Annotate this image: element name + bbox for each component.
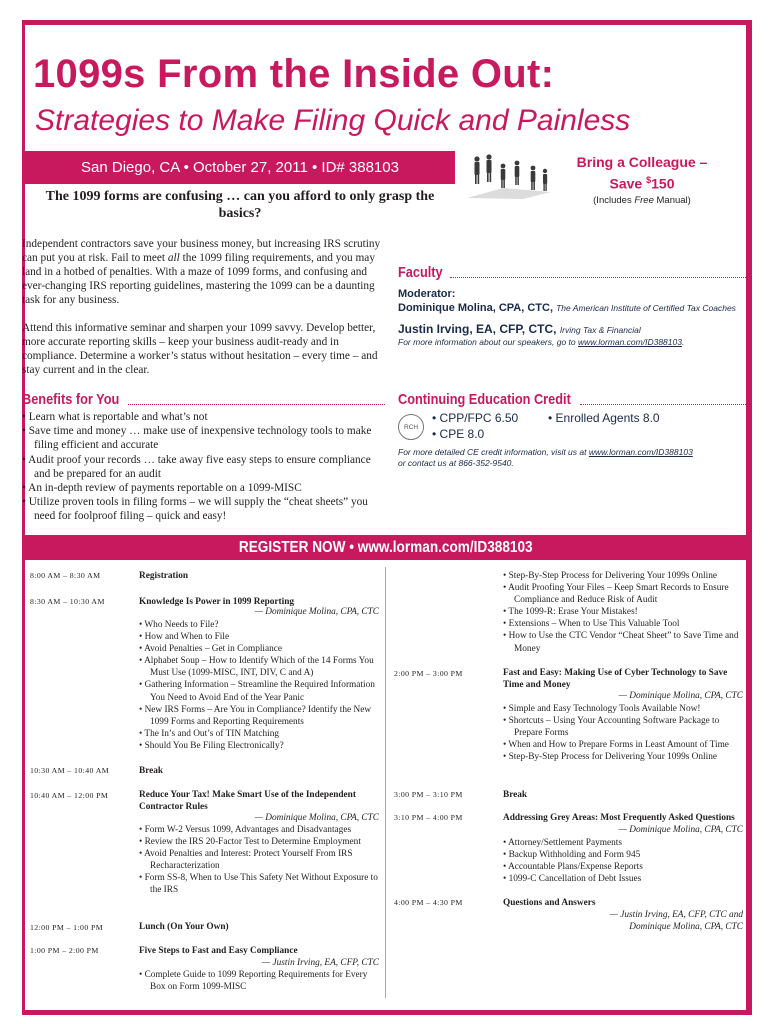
schedule-presenter: — Justin Irving, EA, CFP, CTC and	[609, 910, 743, 920]
schedule-time: 3:00 PM – 3:10 PM	[394, 790, 463, 799]
schedule-time: 8:00 AM – 8:30 AM	[30, 571, 101, 580]
list-item: • Audit Proofing Your Files – Keep Smart Records to Ensure Compliance and Reduce Risk of Audit	[503, 583, 729, 606]
ce-link[interactable]: www.lorman.com/ID388103	[588, 447, 693, 457]
schedule-session-title: Questions and Answers	[503, 898, 596, 908]
event-banner	[25, 151, 455, 184]
schedule-time: 12:00 PM – 1:00 PM	[30, 923, 104, 932]
schedule-time: 10:30 AM – 10:40 AM	[30, 766, 110, 775]
list-item: • How and When to File	[139, 632, 230, 643]
ce-rule	[580, 404, 746, 405]
schedule-time: 3:10 PM – 4:00 PM	[394, 813, 463, 822]
list-item: • Step-By-Step Process for Delivering Your 1099s Online	[503, 752, 717, 763]
list-item: • Extensions – When to Use This Valuable Tool	[503, 619, 680, 630]
faculty-heading: Faculty	[398, 264, 443, 281]
list-item: • Backup Withholding and Form 945	[503, 850, 641, 861]
schedule-presenter: — Dominique Molina, CPA, CTC	[618, 691, 743, 701]
benefits-heading: Benefits for You	[22, 391, 120, 408]
schedule-presenter: — Dominique Molina, CPA, CTC	[254, 813, 379, 823]
schedule-session-title: Break	[503, 790, 528, 800]
schedule-topic-list	[139, 969, 384, 993]
save-label: Save	[609, 175, 647, 192]
schedule-time: 8:30 AM – 10:30 AM	[30, 597, 105, 606]
intro-tagline: The 1099 forms are confusing … can you afford to only grasp the basics?	[45, 189, 435, 221]
faculty-block	[398, 288, 748, 348]
ce-credit-ea: • Enrolled Agents 8.0	[548, 411, 660, 425]
moderator-label: Moderator:	[398, 288, 456, 300]
intro-paragraph-1: Independent contractors save your business money, but increasing IRS scrutiny can put you at risk. Fail to meet all the 1099 filing requirements, and you may land in a hotbed of penalties. With a maze of 1099 forms, and confusing and ever-changing IRS reporting guidelines, mastering the 1099 can be a daunting task for any business.	[22, 238, 381, 307]
schedule-topic-list	[139, 824, 384, 897]
schedule-topic-list	[503, 837, 743, 885]
event-line: San Diego, CA • October 27, 2011 • ID# 388103	[81, 159, 399, 176]
speaker-org: Irving Tax & Financial	[559, 325, 641, 335]
speaker-link[interactable]: www.lorman.com/ID388103	[578, 337, 682, 347]
list-item: • Step-By-Step Process for Delivering Your 1099s Online	[503, 571, 717, 581]
faculty-rule	[450, 277, 746, 278]
schedule-presenter: — Justin Irving, EA, CFP, CTC	[261, 958, 379, 968]
schedule-time: 4:00 PM – 4:30 PM	[394, 898, 463, 907]
list-item: • How to Use the CTC Vendor “Cheat Sheet” to Save Time and Money	[503, 631, 739, 654]
colleague-line2	[562, 171, 722, 193]
list-item: • Avoid Penalties – Get in Compliance	[139, 644, 283, 655]
schedule-session-title: Reduce Your Tax! Make Smart Use of the Independent Contractor Rules	[139, 790, 356, 812]
page-title: 1099s From the Inside Out:	[33, 52, 555, 96]
page-subtitle: Strategies to Make Filing Quick and Painless	[35, 104, 631, 137]
colleagues-image	[463, 152, 555, 200]
list-item: • Accountable Plans/Expense Reports	[503, 862, 643, 873]
list-item: • Save time and money … make use of inexpensive technology tools to make filing efficient and accurate	[22, 425, 372, 452]
colleague-note: (Includes Free Manual)	[593, 195, 691, 206]
schedule-session-title: Five Steps to Fast and Easy Compliance	[139, 946, 298, 956]
schedule-time: 2:00 PM – 3:00 PM	[394, 669, 463, 678]
schedule-presenter: — Dominique Molina, CPA, CTC	[254, 607, 379, 617]
schedule-topic-list	[503, 703, 743, 763]
schedule-session-title: Knowledge Is Power in 1099 Reporting	[139, 597, 295, 607]
schedule-topic-list	[139, 619, 384, 752]
schedule-session-title: Lunch (On Your Own)	[139, 922, 229, 932]
moderator-org: The American Institute of Certified Tax Coaches	[556, 303, 736, 313]
list-item: • Audit proof your records … take away five easy steps to ensure compliance and be prepared for an audit	[22, 453, 371, 480]
benefits-list	[22, 410, 382, 524]
intro-paragraph-2: Attend this informative seminar and sharpen your 1099 savvy. Develop better, more accurate reporting skills – keep your business audit-ready and in compliance. Determine a worker’s status without hesitation – every time – and stay current and in the clear.	[22, 322, 378, 377]
list-item: • Utilize proven tools in filing forms – we will supply the “cheat sheets” you need for foolproof filing – quick and easy!	[22, 496, 368, 523]
schedule-session-title: Addressing Grey Areas: Most Frequently Asked Questions	[503, 813, 735, 823]
schedule-time: 1:00 PM – 2:00 PM	[30, 946, 99, 955]
schedule-presenter: — Dominique Molina, CPA, CTC	[618, 825, 743, 835]
register-banner[interactable]	[25, 535, 746, 560]
ce-heading: Continuing Education Credit	[398, 391, 571, 408]
ce-credit-cpp: • CPP/FPC 6.50	[432, 411, 519, 425]
list-item: • Should You Be Filing Electronically?	[139, 740, 284, 751]
list-item: • When and How to Prepare Forms in Least Amount of Time	[503, 740, 729, 751]
list-item: • Learn what is reportable and what’s not	[22, 411, 208, 423]
list-item: • Simple and Easy Technology Tools Available Now!	[503, 704, 701, 714]
ce-more-info: For more detailed CE credit information, visit us at www.lorman.com/ID388103 or contact us at 866-352-9540.	[398, 447, 693, 468]
speaker-more-info: For more information about our speakers, go to www.lorman.com/ID388103.	[398, 337, 685, 347]
list-item: • Form W-2 Versus 1099, Advantages and Disadvantages	[139, 825, 352, 835]
speaker-name: Justin Irving, EA, CFP, CTC, Irving Tax & Financial	[398, 322, 641, 336]
register-text[interactable]: REGISTER NOW • www.lorman.com/ID388103	[238, 538, 533, 556]
schedule-topic-list	[503, 570, 743, 655]
list-item: • Avoid Penalties and Interest: Protect Yourself From IRS Recharacterization	[139, 849, 353, 872]
currency-symbol: $	[646, 175, 652, 185]
ce-credit-cpe: • CPE 8.0	[432, 427, 485, 441]
list-item: • Attorney/Settlement Payments	[503, 838, 622, 848]
list-item: • Gathering Information – Streamline the Required Information You Need to Avoid End of the Year Panic	[139, 680, 375, 703]
schedule-presenter: Dominique Molina, CPA, CTC	[629, 922, 743, 932]
list-item: • Review the IRS 20-Factor Test to Determine Employment	[139, 837, 361, 848]
rch-icon: RCH	[398, 414, 424, 440]
schedule-divider	[385, 567, 386, 998]
list-item: • 1099-C Cancellation of Debt Issues	[503, 874, 642, 885]
schedule-time: 10:40 AM – 12:00 PM	[30, 791, 109, 800]
save-amount: 150	[651, 175, 675, 192]
moderator-name: Dominique Molina, CPA, CTC, The American Institute of Certified Tax Coaches	[398, 302, 736, 314]
list-item: • Shortcuts – Using Your Accounting Software Package to Prepare Forms	[503, 716, 720, 739]
colleague-line1: Bring a Colleague –	[576, 154, 708, 170]
list-item: • Form SS-8, When to Use This Safety Net Without Exposure to the IRS	[139, 873, 378, 896]
list-item: • An in-depth review of payments reportable on a 1099-MISC	[22, 482, 302, 495]
schedule-session-title: Break	[139, 766, 164, 776]
list-item: • The In’s and Out’s of TIN Matching	[139, 728, 280, 739]
list-item: • Complete Guide to 1099 Reporting Requirements for Every Box on Form 1099-MISC	[139, 970, 368, 993]
colleague-offer	[562, 153, 722, 193]
list-item: • Alphabet Soup – How to Identify Which of the 14 Forms You Must Use (1099-MISC, INT, DIV, C and A)	[139, 656, 374, 679]
list-item: • New IRS Forms – Are You in Compliance? Identify the New 1099 Forms and Reporting Requirements	[139, 704, 372, 727]
schedule-session-title: Fast and Easy: Making Use of Cyber Technology to Save Time and Money	[503, 668, 728, 690]
benefits-rule	[128, 404, 385, 405]
schedule-session-title: Registration	[139, 571, 189, 581]
list-item: • Who Needs to File?	[139, 620, 219, 630]
list-item: • The 1099-R: Erase Your Mistakes!	[503, 607, 638, 618]
